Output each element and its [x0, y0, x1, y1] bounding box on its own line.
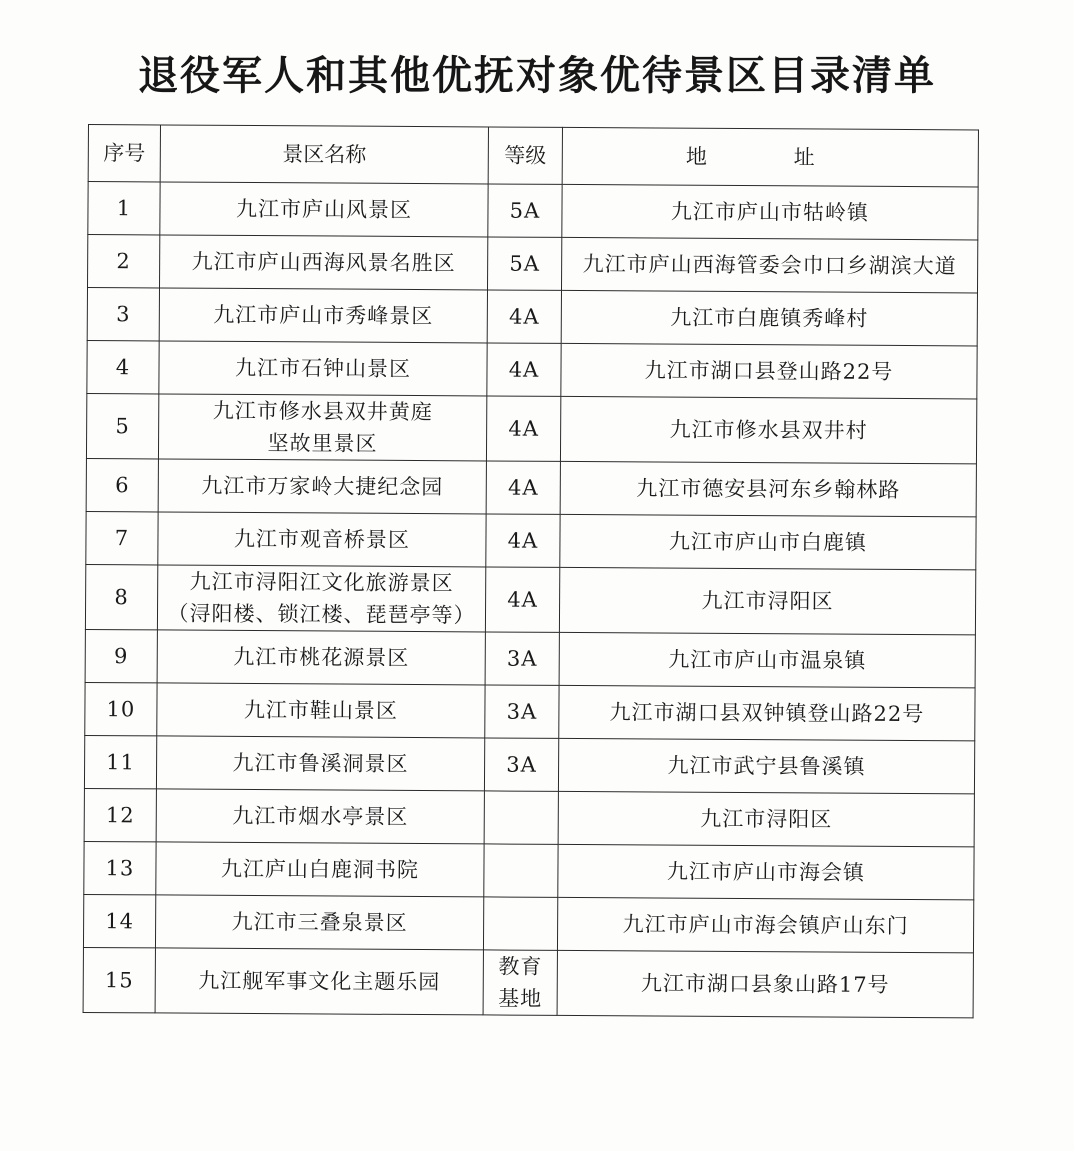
cell-seq: 4	[87, 340, 159, 393]
cell-grade-line: 3A	[506, 646, 538, 671]
cell-name-line: 九江舰军事文化主题乐园	[198, 968, 441, 995]
cell-name-line: 九江市庐山市秀峰景区	[213, 302, 434, 329]
table-row	[87, 340, 977, 398]
table-row	[83, 947, 973, 1017]
cell-address: 九江市庐山市白鹿镇	[560, 514, 976, 570]
cell-grade-line: 教育	[498, 954, 543, 979]
cell-name	[156, 789, 484, 844]
cell-seq: 9	[85, 629, 157, 682]
cell-address: 九江市庐山市海会镇	[558, 844, 974, 900]
table-row	[84, 735, 974, 793]
table-row	[86, 458, 976, 516]
cell-name	[155, 895, 483, 950]
table-row	[84, 841, 974, 899]
cell-name-line: 九江市庐山西海风景名胜区	[191, 249, 456, 276]
cell-name-line: 九江市修水县双井黄庭	[212, 398, 433, 425]
cell-name-line: 九江市三叠泉景区	[231, 909, 408, 935]
cell-seq: 3	[87, 288, 159, 341]
cell-address: 九江市浔阳区	[558, 791, 974, 847]
cell-grade-line: 3A	[506, 752, 537, 777]
cell-address: 九江市庐山西海管委会巾口乡湖滨大道	[561, 237, 977, 293]
cell-name	[157, 565, 485, 632]
cell-name	[159, 341, 487, 396]
table-row	[87, 288, 977, 346]
cell-seq: 8	[85, 564, 157, 629]
cell-name-line: 九江庐山白鹿洞书院	[220, 856, 420, 883]
cell-grade	[485, 567, 559, 632]
cell-address: 九江市湖口县象山路17号	[557, 950, 973, 1018]
cell-seq: 7	[86, 511, 158, 564]
cell-grade-line: 4A	[507, 528, 539, 553]
cell-grade-line: 5A	[509, 251, 540, 276]
cell-address: 九江市庐山市牯岭镇	[562, 184, 978, 240]
cell-seq: 13	[84, 841, 156, 894]
cell-name-line: 九江市石钟山景区	[234, 355, 412, 381]
cell-name	[158, 459, 486, 514]
table-row	[85, 629, 975, 687]
scenic-area-table	[83, 124, 979, 1018]
cell-grade	[488, 184, 562, 237]
cell-seq: 6	[86, 458, 158, 511]
cell-grade-line: 4A	[507, 475, 539, 500]
cell-address: 九江市德安县河东乡翰林路	[560, 461, 976, 517]
cell-grade	[487, 343, 561, 396]
cell-address: 九江市浔阳区	[559, 567, 975, 635]
table-row	[88, 235, 978, 293]
cell-seq: 10	[85, 682, 157, 735]
cell-grade-line: 4A	[508, 304, 540, 329]
cell-grade	[486, 396, 560, 461]
cell-address: 九江市白鹿镇秀峰村	[561, 290, 977, 346]
cell-name-line-2: 坚故里景区	[267, 431, 378, 456]
cell-address: 九江市湖口县登山路22号	[561, 343, 977, 399]
cell-seq: 2	[88, 235, 160, 288]
table-row	[86, 511, 976, 569]
cell-grade	[484, 791, 558, 844]
header-seq: 序号	[88, 125, 160, 182]
cell-grade-line-2: 基地	[498, 986, 543, 1011]
cell-name-line: 九江市庐山风景区	[235, 196, 413, 222]
cell-grade	[485, 632, 559, 685]
cell-grade	[485, 685, 559, 738]
cell-address: 九江市湖口县双钟镇登山路22号	[559, 685, 975, 741]
cell-name-line: 九江市万家岭大捷纪念园	[201, 473, 444, 500]
cell-name-line-2: （浔阳楼、锁江楼、琵琶亭等）	[167, 601, 476, 628]
cell-grade	[483, 950, 557, 1015]
cell-name	[157, 630, 485, 685]
cell-name-line: 九江市鞋山景区	[243, 697, 398, 723]
cell-seq: 1	[88, 182, 160, 235]
cell-name	[158, 394, 486, 461]
cell-grade-line: 5A	[509, 198, 541, 223]
cell-grade	[486, 461, 560, 514]
header-grade: 等级	[488, 127, 562, 184]
cell-name	[156, 842, 484, 897]
cell-grade-line: 3A	[506, 699, 538, 724]
cell-grade-line: 4A	[507, 587, 538, 612]
header-address: 地 址	[562, 127, 978, 187]
table-row	[83, 894, 973, 952]
cell-seq: 11	[84, 735, 156, 788]
table-row	[84, 788, 974, 846]
cell-address: 九江市庐山市海会镇庐山东门	[557, 897, 973, 953]
cell-name	[160, 182, 488, 237]
cell-name	[155, 948, 483, 1015]
cell-name-line: 九江市观音桥景区	[233, 526, 411, 552]
cell-grade-line: 4A	[508, 357, 540, 382]
table-row	[88, 182, 978, 240]
cell-seq: 14	[83, 894, 155, 947]
cell-seq: 15	[83, 947, 155, 1012]
table-header-row	[88, 125, 978, 187]
cell-name	[157, 683, 485, 738]
document-title: 退役军人和其他优抚对象优待景区目录清单	[138, 53, 936, 99]
cell-address: 九江市庐山市温泉镇	[559, 632, 975, 688]
cell-address: 九江市武宁县鲁溪镇	[558, 738, 974, 794]
cell-grade	[487, 290, 561, 343]
cell-grade	[483, 897, 557, 950]
cell-name-line: 九江市鲁溪洞景区	[232, 750, 409, 776]
cell-grade	[484, 844, 558, 897]
cell-seq: 12	[84, 788, 156, 841]
cell-name	[158, 512, 486, 567]
table-row	[85, 682, 975, 740]
header-name: 景区名称	[160, 125, 488, 184]
table-body	[83, 182, 978, 1018]
cell-name	[159, 235, 487, 290]
cell-address: 九江市修水县双井村	[560, 396, 976, 464]
cell-name-line: 九江市烟水亭景区	[232, 803, 409, 829]
cell-name-line: 九江市桃花源景区	[233, 644, 410, 670]
cell-name	[156, 736, 484, 791]
table-row	[85, 564, 975, 634]
cell-grade	[486, 514, 560, 567]
table-row	[86, 393, 976, 463]
cell-name-line: 九江市浔阳江文化旅游景区	[189, 569, 454, 596]
cell-grade	[487, 237, 561, 290]
cell-grade-line: 4A	[508, 416, 539, 441]
cell-name	[159, 288, 487, 343]
cell-seq: 5	[86, 393, 158, 458]
cell-grade	[484, 738, 558, 791]
